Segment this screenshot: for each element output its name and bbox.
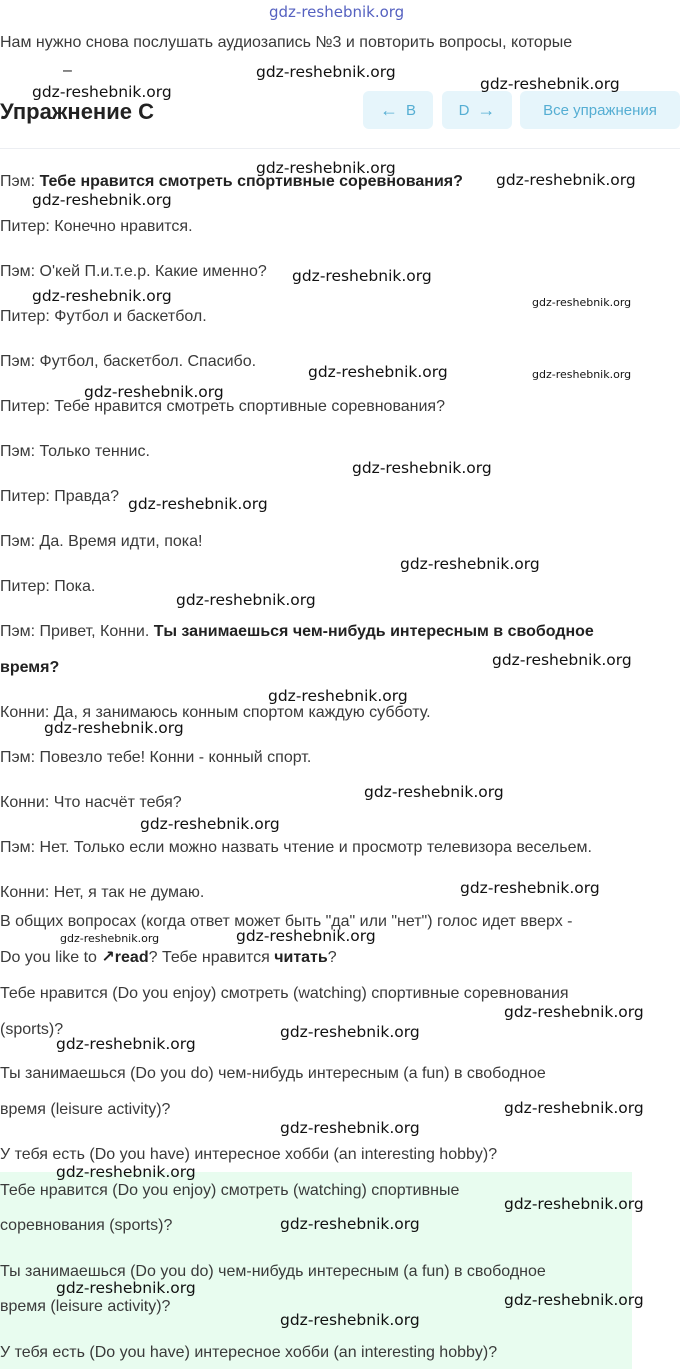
watermark: gdz-reshebnik.org: [532, 296, 632, 309]
dialogue-line: время?: [0, 659, 60, 676]
dialogue-line: Питер: Конечно нравится.: [0, 218, 193, 235]
answer-line: У тебя есть (Do you have) интересное хобби (an interesting hobby)?: [0, 1344, 498, 1361]
dialogue-line: Пэм: Только теннис.: [0, 443, 150, 460]
page-title: Упражнение C: [0, 99, 154, 124]
watermark: gdz-reshebnik.org: [460, 879, 600, 897]
dialogue-line: Питер: Правда?: [0, 488, 120, 505]
dialogue-line: Пэм: Повезло тебе! Конни - конный спорт.: [0, 749, 312, 766]
watermark: gdz-reshebnik.org: [56, 1163, 196, 1181]
arrow-left-icon: ←: [379, 99, 398, 120]
all-exercises-button[interactable]: [520, 91, 680, 129]
watermark: gdz-reshebnik.org: [504, 1195, 644, 1213]
watermark: gdz-reshebnik.org: [84, 383, 224, 401]
watermark: gdz-reshebnik.org: [492, 651, 632, 669]
watermark: gdz-reshebnik.org: [56, 1035, 196, 1053]
watermark: gdz-reshebnik.org: [308, 363, 448, 381]
question-line: Ты занимаешься (Do you do) чем-нибудь интересным (a fun) в свободное: [0, 1065, 546, 1082]
answer-line: Ты занимаешься (Do you do) чем-нибудь интересным (a fun) в свободное: [0, 1263, 546, 1280]
watermark: gdz-reshebnik.org: [480, 75, 620, 93]
rule-text: В общих вопросах (когда ответ может быть "да" или "нет") голос идет вверх -: [0, 913, 573, 930]
question-line: (sports)?: [0, 1021, 64, 1038]
watermark: gdz-reshebnik.org: [504, 1003, 644, 1021]
watermark: gdz-reshebnik.org: [496, 171, 636, 189]
exercise-header: [0, 86, 680, 149]
arrow-up-icon: ↗: [101, 949, 115, 966]
watermark: gdz-reshebnik.org: [364, 783, 504, 801]
dialogue-line: Пэм: Футбол, баскетбол. Спасибо.: [0, 353, 257, 370]
watermark: gdz-reshebnik.org: [280, 1023, 420, 1041]
watermark: gdz-reshebnik.org: [280, 1215, 420, 1233]
watermark: gdz-reshebnik.org: [32, 191, 172, 209]
prev-exercise-label: B: [405, 101, 416, 119]
watermark: gdz-reshebnik.org: [280, 1119, 420, 1137]
example-text: Do you like to ↗read? Тебе нравится читать?: [0, 949, 337, 966]
answer-line: соревнования (sports)?: [0, 1217, 173, 1234]
top-watermark: gdz-reshebnik.org: [269, 3, 405, 21]
dash: –: [63, 62, 72, 79]
prev-exercise-button[interactable]: [363, 91, 433, 129]
watermark: gdz-reshebnik.org: [140, 815, 280, 833]
watermark: gdz-reshebnik.org: [44, 719, 184, 737]
dialogue-line: Питер: Пока.: [0, 578, 96, 595]
question-line: У тебя есть (Do you have) интересное хобби (an interesting hobby)?: [0, 1146, 498, 1163]
watermark: gdz-reshebnik.org: [32, 287, 172, 305]
watermark: gdz-reshebnik.org: [256, 63, 396, 81]
watermark: gdz-reshebnik.org: [56, 1279, 196, 1297]
watermark: gdz-reshebnik.org: [268, 687, 408, 705]
watermark: gdz-reshebnik.org: [504, 1099, 644, 1117]
dialogue-line: Пэм: О'кей П.и.т.е.р. Какие именно?: [0, 263, 267, 280]
watermark: gdz-reshebnik.org: [504, 1291, 644, 1309]
dialogue-line: Пэм: Да. Время идти, пока!: [0, 533, 203, 550]
answer-line: Тебе нравится (Do you enjoy) смотреть (watching) спортивные: [0, 1182, 460, 1199]
all-exercises-label: Все упражнения: [543, 101, 657, 119]
watermark: gdz-reshebnik.org: [280, 1311, 420, 1329]
watermark: gdz-reshebnik.org: [532, 368, 632, 381]
dialogue-line: Пэм: Нет. Только если можно назвать чтение и просмотр телевизора весельем.: [0, 839, 592, 856]
answer-line: время (leisure activity)?: [0, 1298, 171, 1315]
watermark: gdz-reshebnik.org: [292, 267, 432, 285]
watermark: gdz-reshebnik.org: [256, 159, 396, 177]
dialogue-line: Питер: Футбол и баскетбол.: [0, 308, 207, 325]
next-exercise-button[interactable]: [442, 91, 512, 129]
next-exercise-label: D: [458, 101, 470, 119]
intro-text: Нам нужно снова послушать аудиозапись №3 и повторить вопросы, которые: [0, 34, 573, 51]
watermark: gdz-reshebnik.org: [176, 591, 316, 609]
dialogue-line: Пэм: Тебе нравится смотреть спортивные соревнования?: [0, 173, 463, 190]
arrow-right-icon: →: [477, 99, 496, 120]
watermark: gdz-reshebnik.org: [60, 932, 160, 945]
dialogue-line: Пэм: Привет, Конни. Ты занимаешься чем-нибудь интересным в свободное: [0, 623, 594, 640]
question-line: Тебе нравится (Do you enjoy) смотреть (watching) спортивные соревнования: [0, 985, 569, 1002]
dialogue-line: Конни: Что насчёт тебя?: [0, 794, 182, 811]
watermark: gdz-reshebnik.org: [352, 459, 492, 477]
dialogue-line: Конни: Нет, я так не думаю.: [0, 884, 205, 901]
watermark: gdz-reshebnik.org: [32, 83, 172, 101]
question-line: время (leisure activity)?: [0, 1101, 171, 1118]
dialogue-line: Питер: Тебе нравится смотреть спортивные соревнования?: [0, 398, 445, 415]
watermark: gdz-reshebnik.org: [128, 495, 268, 513]
watermark: gdz-reshebnik.org: [236, 927, 376, 945]
dialogue-line: Конни: Да, я занимаюсь конным спортом каждую субботу.: [0, 704, 431, 721]
watermark: gdz-reshebnik.org: [400, 555, 540, 573]
